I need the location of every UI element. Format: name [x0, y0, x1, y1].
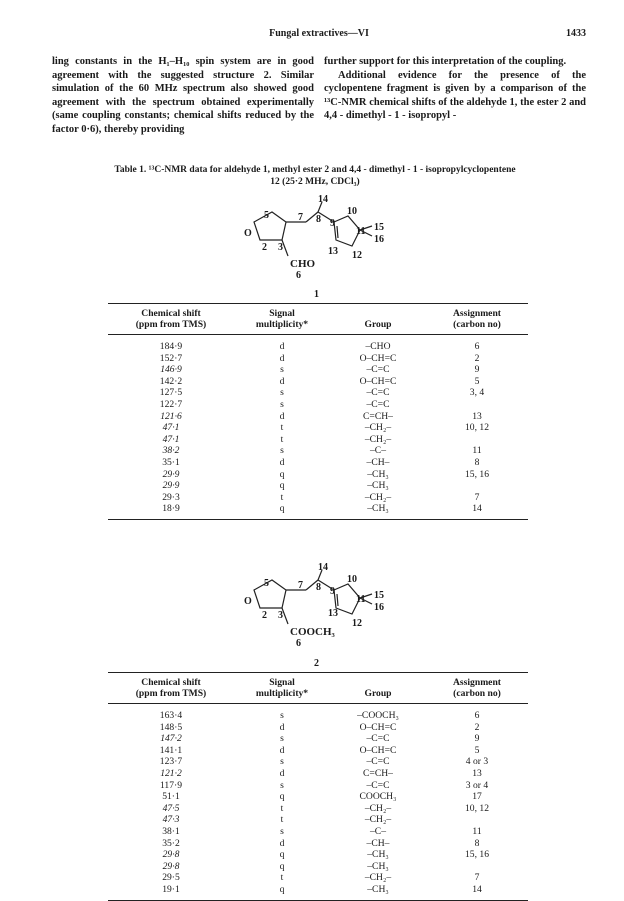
group-cell: –C=C: [366, 779, 390, 791]
shift-cell: 47·1: [162, 433, 180, 445]
carbon-label: 3: [278, 242, 283, 253]
assignment-cell: 9: [474, 364, 480, 376]
shift-cell: 148·5: [159, 721, 183, 733]
table-row: [108, 335, 528, 353]
group-cell: –C=C: [366, 364, 390, 376]
shift-cell: 121·6: [160, 410, 182, 422]
running-header: [52, 28, 586, 42]
assignment-cell: [426, 814, 528, 826]
page-number: 1433: [566, 28, 586, 39]
carbon-label: 12: [352, 250, 362, 261]
assignment-cell: 6: [474, 341, 480, 352]
group-cell: –COOCH₃: [357, 710, 399, 721]
header-shift: Chemical shift: [108, 304, 234, 320]
shift-cell: 127·5: [159, 387, 183, 399]
carbon-label: 15: [374, 222, 384, 233]
shift-cell: 47·5: [162, 802, 180, 814]
table-row: [108, 704, 528, 722]
assignment-cell: 8: [474, 837, 480, 849]
multiplicity-cell: s: [280, 825, 284, 837]
group-cell: –C=C: [366, 387, 390, 399]
group-cell: –CH–: [366, 456, 390, 468]
assignment-cell: 4 or 3: [465, 756, 489, 768]
assignment-cell: 17: [472, 791, 482, 803]
multiplicity-cell: t: [280, 802, 284, 814]
carbon-label: 8: [316, 214, 321, 225]
shift-cell: 38·2: [162, 445, 180, 457]
multiplicity-cell: q: [279, 860, 285, 872]
header-assignment-sub: (carbon no): [426, 688, 528, 704]
assignment-cell: [426, 861, 528, 873]
shift-cell: 147·2: [160, 733, 182, 745]
carbon-label: 11: [356, 594, 366, 605]
table-row: [108, 480, 528, 492]
shift-cell: 117·9: [159, 779, 183, 791]
table-row: [108, 422, 528, 434]
substituent-label: CHO: [290, 258, 316, 270]
nmr-table-1: [108, 303, 528, 520]
group-cell: –CH₂–: [364, 872, 392, 884]
header-signal-sub: multiplicity*: [234, 319, 330, 335]
assignment-cell: 8: [474, 456, 480, 468]
header-signal: Signal: [234, 304, 330, 320]
table-row: [108, 364, 528, 376]
carbon-label: 7: [298, 580, 303, 591]
carbon-label: 3: [278, 610, 283, 621]
group-cell: –CH₂–: [364, 814, 392, 826]
carbon-label: 13: [328, 608, 338, 619]
header-shift-unit: (ppm from TMS): [108, 688, 234, 704]
group-cell: O–CH=C: [359, 352, 397, 364]
group-cell: COOCH₃: [359, 791, 397, 803]
carbon-label: 16: [374, 602, 384, 613]
multiplicity-cell: q: [279, 480, 285, 492]
table-row: [108, 733, 528, 745]
header-group: Group: [330, 319, 426, 335]
compound-label-2: 2: [314, 658, 319, 669]
table-row: [108, 849, 528, 861]
oxygen-label: O: [244, 596, 252, 607]
paragraph: Additional evidence for the presence of the cyclopentene fragment is given by a comparison of the ¹³C-NMR chemical shifts of the aldehyde 1, the ester 2 and 4,4 - dimethyl - 1 - isopropyl -: [324, 69, 586, 122]
shift-cell: 29·5: [162, 872, 180, 884]
assignment-cell: [426, 480, 528, 492]
header-signal-sub: multiplicity*: [234, 688, 330, 704]
multiplicity-cell: d: [279, 767, 285, 779]
multiplicity-cell: t: [280, 872, 284, 884]
carbon-label: 16: [374, 234, 384, 245]
carbon-label: 11: [356, 226, 366, 237]
shift-cell: 152·7: [159, 352, 183, 364]
multiplicity-cell: d: [279, 456, 285, 468]
multiplicity-cell: q: [279, 791, 285, 803]
assignment-cell: 2: [474, 352, 480, 364]
shift-cell: 141·1: [159, 744, 183, 756]
shift-cell: 142·2: [159, 375, 183, 387]
assignment-cell: 15, 16: [465, 849, 489, 861]
shift-cell: 29·9: [162, 468, 180, 480]
carbon-label: 10: [347, 206, 357, 217]
structure-ester-2: [244, 562, 414, 658]
carbon-label: 14: [318, 562, 328, 573]
group-cell: –CH–: [366, 837, 390, 849]
group-cell: –C–: [370, 445, 386, 457]
group-cell: –C=C: [366, 733, 390, 745]
multiplicity-cell: s: [280, 364, 284, 376]
carbon-label: 5: [264, 578, 269, 589]
multiplicity-cell: q: [234, 503, 330, 519]
multiplicity-cell: d: [279, 410, 285, 422]
table-row: [108, 399, 528, 411]
assignment-cell: 5: [474, 744, 480, 756]
table-row: [108, 814, 528, 826]
shift-cell: 121·2: [160, 767, 182, 779]
header-signal: Signal: [234, 673, 330, 689]
assignment-cell: 10, 12: [465, 422, 489, 434]
table-row: [108, 803, 528, 815]
carbon-label: 8: [316, 582, 321, 593]
multiplicity-cell: d: [279, 341, 285, 352]
group-cell: –C=C: [366, 756, 390, 768]
group-cell: –CH₃: [330, 503, 426, 519]
assignment-cell: 5: [474, 375, 480, 387]
body-column-left: [52, 55, 314, 137]
group-cell: –C–: [370, 825, 386, 837]
assignment-cell: 9: [474, 733, 480, 745]
multiplicity-cell: q: [279, 849, 285, 861]
table-row: [108, 768, 528, 780]
table-row: [108, 445, 528, 457]
table-caption: Table 1. ¹³C-NMR data for aldehyde 1, methyl ester 2 and 4,4 - dimethyl - 1 - isopropylcyclopentene 12 (25·2 MHz, CDCl₃): [114, 165, 516, 187]
table-row: [108, 492, 528, 504]
multiplicity-cell: s: [280, 398, 284, 410]
multiplicity-cell: s: [280, 733, 284, 745]
header-shift: Chemical shift: [108, 673, 234, 689]
assignment-cell: 7: [474, 491, 480, 503]
body-column-right: [324, 55, 586, 123]
table-row: [108, 387, 528, 399]
assignment-cell: 11: [472, 825, 482, 837]
assignment-cell: [426, 434, 528, 446]
structure-aldehyde-1: [244, 194, 404, 290]
table-row: [108, 503, 528, 519]
carbon-label: 6: [296, 638, 301, 649]
substituent-label: COOCH₃: [290, 626, 335, 638]
table-row: [108, 872, 528, 884]
shift-cell: 184·9: [159, 341, 183, 352]
group-cell: –CH₃: [367, 468, 389, 480]
multiplicity-cell: t: [280, 422, 284, 434]
assignment-cell: 7: [474, 872, 480, 884]
table-row: [108, 838, 528, 850]
carbon-label: 9: [330, 586, 335, 597]
table-row: [108, 745, 528, 757]
table-body: [108, 335, 528, 520]
assignment-cell: 3 or 4: [465, 779, 489, 791]
table-row: [108, 469, 528, 481]
group-cell: –CH₃: [367, 480, 389, 492]
carbon-label: 5: [264, 210, 269, 221]
carbon-label: 14: [318, 194, 328, 205]
multiplicity-cell: s: [280, 710, 284, 721]
multiplicity-cell: t: [280, 814, 284, 826]
header-shift-unit: (ppm from TMS): [108, 319, 234, 335]
header-assignment: Assignment: [426, 673, 528, 689]
group-cell: O–CH=C: [359, 721, 397, 733]
table-row: [108, 791, 528, 803]
carbon-label: 9: [330, 218, 335, 229]
shift-cell: 47·3: [162, 814, 180, 826]
compound-label-1: 1: [314, 289, 319, 300]
table-row: [108, 861, 528, 873]
shift-cell: 29·8: [162, 849, 180, 861]
assignment-cell: 6: [474, 710, 480, 721]
shift-cell: 29·8: [162, 860, 180, 872]
multiplicity-cell: s: [280, 445, 284, 457]
shift-cell: 123·7: [159, 756, 183, 768]
multiplicity-cell: s: [280, 387, 284, 399]
shift-cell: 51·1: [162, 791, 180, 803]
shift-cell: 35·2: [162, 837, 180, 849]
carbon-label: 15: [374, 590, 384, 601]
assignment-cell: 13: [472, 767, 482, 779]
shift-cell: 18·9: [108, 503, 234, 519]
table-row: [108, 826, 528, 838]
multiplicity-cell: d: [279, 352, 285, 364]
shift-cell: 146·9: [160, 364, 182, 376]
group-cell: –CH₂–: [364, 433, 392, 445]
assignment-cell: 11: [472, 445, 482, 457]
header-group: Group: [330, 688, 426, 704]
group-cell: –CH₃: [367, 849, 389, 861]
carbon-label: 7: [298, 212, 303, 223]
assignment-cell: 3, 4: [469, 387, 485, 399]
multiplicity-cell: d: [279, 744, 285, 756]
carbon-label: 2: [262, 610, 267, 621]
header-assignment-sub: (carbon no): [426, 319, 528, 335]
table-row: [108, 434, 528, 446]
carbon-label: 2: [262, 242, 267, 253]
group-cell: –CHO: [365, 341, 391, 352]
group-cell: –CH₂–: [364, 491, 392, 503]
paragraph: ling constants in the H₁–H₁₀ spin system are in good agreement with the suggested structure 2. Similar simulation of the 60 MHz spectrum also showed good agreement with the spectrum obtained experimentally (same coupling constants; chemical shifts reduced by the factor 0·6), thereby providing: [52, 56, 314, 135]
paragraph: further support for this interpretation of the coupling.: [324, 56, 567, 67]
group-cell: –CH₂–: [364, 422, 392, 434]
table-row: [108, 353, 528, 365]
group-cell: –CH₃: [367, 860, 389, 872]
assignment-cell: 2: [474, 721, 480, 733]
multiplicity-cell: d: [279, 721, 285, 733]
group-cell: C=CH–: [363, 410, 393, 422]
shift-cell: 122·7: [159, 398, 183, 410]
table-row: [108, 376, 528, 388]
carbon-label: 10: [347, 574, 357, 585]
header-assignment: Assignment: [426, 304, 528, 320]
shift-cell: 19·1: [108, 884, 234, 900]
multiplicity-cell: q: [234, 884, 330, 900]
multiplicity-cell: t: [280, 433, 284, 445]
assignment-cell: 10, 12: [465, 802, 489, 814]
multiplicity-cell: q: [279, 468, 285, 480]
shift-cell: 163·4: [159, 710, 183, 721]
group-cell: C=CH–: [363, 767, 393, 779]
group-cell: –C=C: [366, 398, 390, 410]
table-row: [108, 756, 528, 768]
shift-cell: 35·1: [162, 456, 180, 468]
assignment-cell: [426, 399, 528, 411]
assignment-cell: 13: [472, 410, 482, 422]
shift-cell: 38·1: [162, 825, 180, 837]
multiplicity-cell: d: [279, 375, 285, 387]
shift-cell: 29·3: [162, 491, 180, 503]
carbon-label: 12: [352, 618, 362, 629]
shift-cell: 47·1: [162, 422, 180, 434]
shift-cell: 29·9: [162, 480, 180, 492]
assignment-cell: 15, 16: [465, 468, 489, 480]
multiplicity-cell: s: [280, 756, 284, 768]
table-row: [108, 411, 528, 423]
group-cell: O–CH=C: [359, 744, 397, 756]
assignment-cell: 14: [426, 884, 528, 900]
multiplicity-cell: d: [279, 837, 285, 849]
running-title: Fungal extractives—VI: [269, 28, 369, 39]
multiplicity-cell: t: [280, 491, 284, 503]
table-row: [108, 722, 528, 734]
carbon-label: 13: [328, 246, 338, 257]
multiplicity-cell: s: [280, 779, 284, 791]
group-cell: –CH₃: [330, 884, 426, 900]
group-cell: –CH₂–: [364, 802, 392, 814]
oxygen-label: O: [244, 228, 252, 239]
table-body: [108, 704, 528, 901]
assignment-cell: 14: [426, 503, 528, 519]
table-row: [108, 780, 528, 792]
carbon-label: 6: [296, 270, 301, 281]
group-cell: O–CH=C: [359, 375, 397, 387]
table-row: [108, 457, 528, 469]
nmr-table-2: [108, 672, 528, 901]
